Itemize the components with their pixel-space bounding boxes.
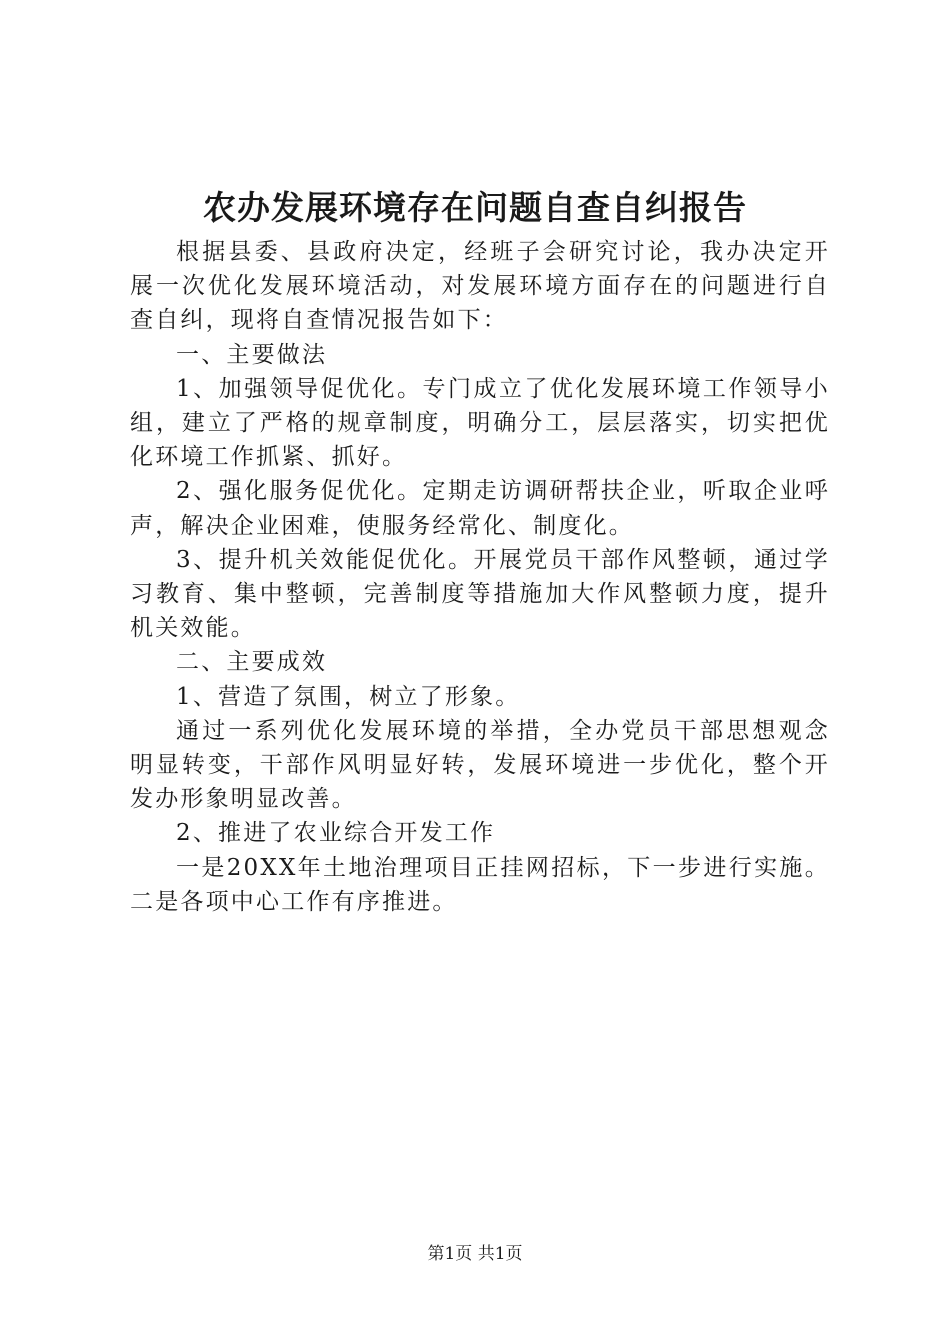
- page-footer: 第1页 共1页: [427, 1244, 523, 1264]
- paragraph-result-2-body: 一是20XX年土地治理项目正挂网招标，下一步进行实施。二是各项中心工作有序推进。: [130, 854, 830, 915]
- paragraph-result-1-body: 通过一系列优化发展环境的举措，全办党员干部思想观念明显转变，干部作风明显好转，发展环境进一步优化，整个开发办形象明显改善。: [130, 717, 830, 813]
- section-heading-main-results: 二、主要成效: [176, 649, 328, 676]
- paragraph-result-2-heading: 2、推进了农业综合开发工作: [176, 820, 496, 847]
- document-body: [130, 235, 830, 919]
- paragraph-result-1-heading: 1、营造了氛围，树立了形象。: [176, 683, 521, 710]
- section-heading-main-practices: 一、主要做法: [176, 341, 328, 368]
- paragraph-item-2: 2、强化服务促优化。定期走访调研帮扶企业，听取企业呼声，解决企业困难，使服务经常化、制度化。: [130, 478, 830, 539]
- paragraph-item-3: 3、提升机关效能促优化。开展党员干部作风整顿，通过学习教育、集中整顿，完善制度等措施加大作风整顿力度，提升机关效能。: [130, 546, 830, 642]
- paragraph-intro: 根据县委、县政府决定，经班子会研究讨论，我办决定开展一次优化发展环境活动，对发展环境方面存在的问题进行自查自纠，现将自查情况报告如下：: [130, 239, 830, 334]
- document-title: 农办发展环境存在问题自查自纠报告: [203, 188, 747, 227]
- paragraph-item-1: 1、加强领导促优化。专门成立了优化发展环境工作领导小组，建立了严格的规章制度，明确分工，层层落实，切实把优化环境工作抓紧、抓好。: [130, 375, 830, 471]
